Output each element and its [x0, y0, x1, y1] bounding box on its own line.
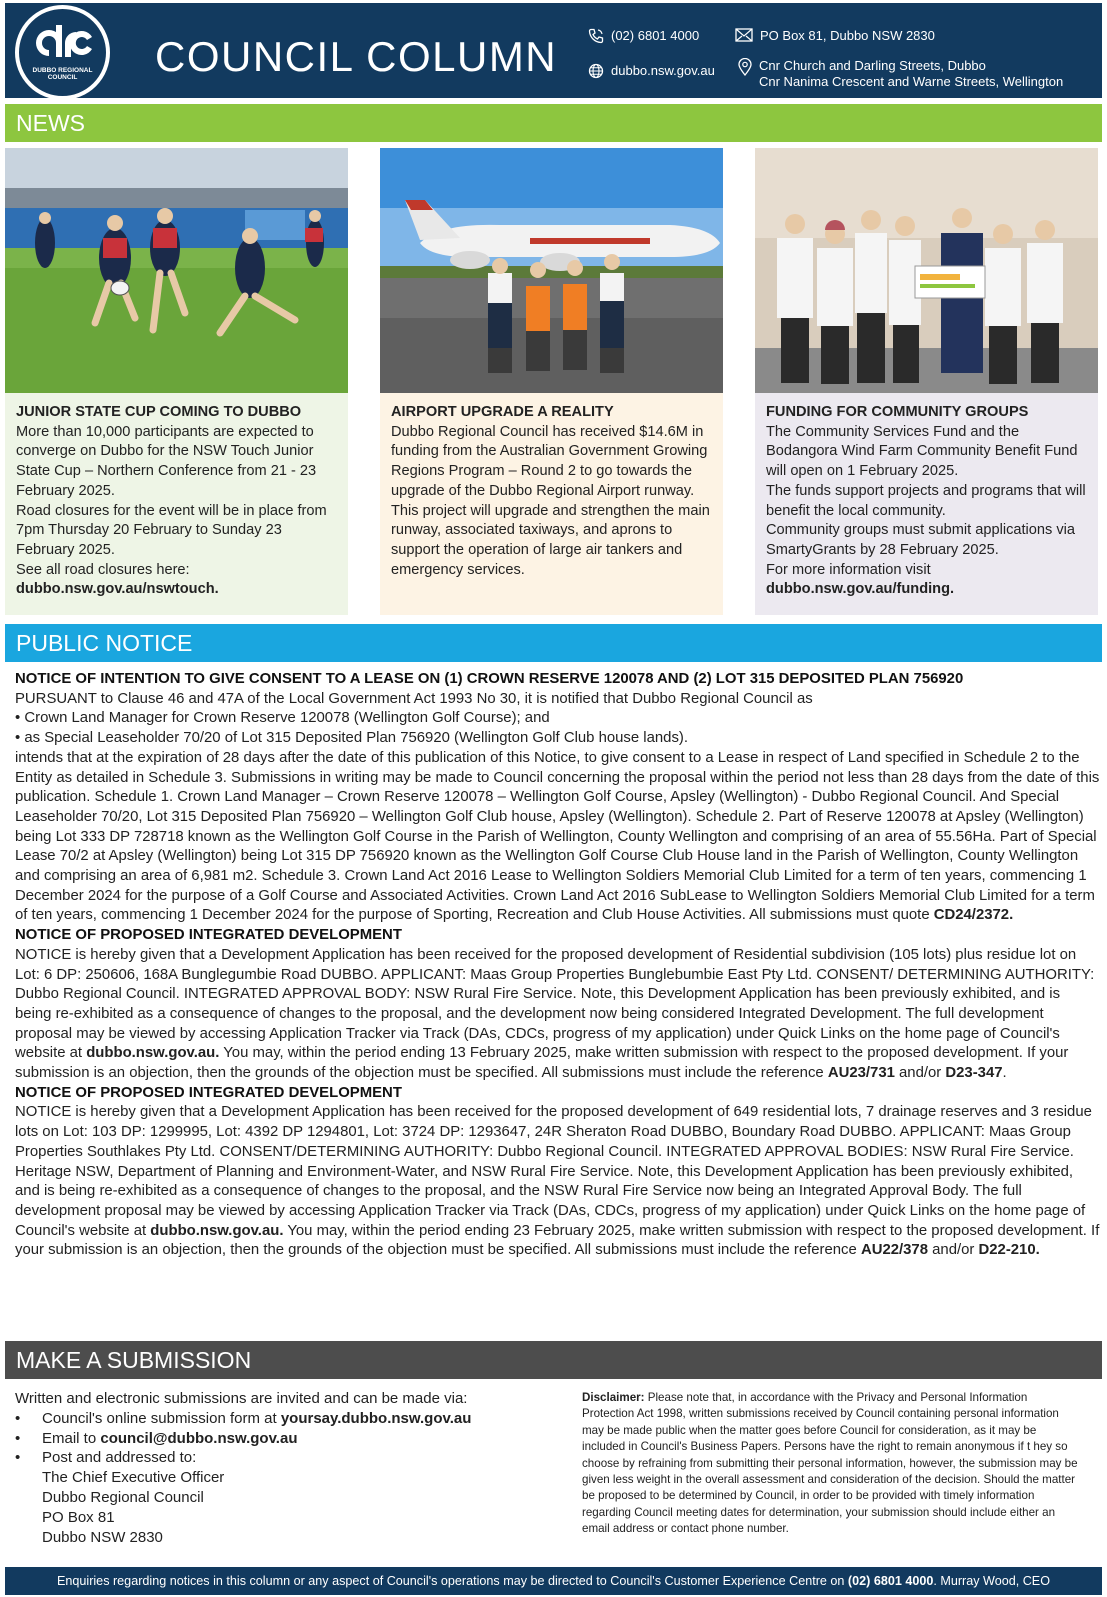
- notice-paragraph: PURSUANT to Clause 46 and 47A of the Local Government Act 1993 No 30, it is notified that Dubbo Regional Council as: [15, 690, 813, 707]
- council-website-link[interactable]: dubbo.nsw.gov.au.: [150, 1222, 284, 1239]
- news-title: AIRPORT UPGRADE A REALITY: [391, 404, 614, 420]
- news-title: FUNDING FOR COMMUNITY GROUPS: [766, 404, 1029, 420]
- reference-code: D22-210.: [978, 1242, 1040, 1259]
- news-paragraph: Dubbo Regional Council has received $14.6M in funding from the Australian Government Growing Regions Program – Round 2 to go towards the upgrade of the Dubbo Regional Airport runway.: [391, 423, 708, 499]
- news-paragraph: Community groups must submit applications via SmartyGrants by 28 February 2025.: [766, 522, 1076, 558]
- yoursay-link[interactable]: yoursay.dubbo.nsw.gov.au: [280, 1409, 472, 1427]
- news-paragraph: For more information visit dubbo.nsw.gov.au/funding.: [766, 561, 955, 598]
- list-item: • Post and addressed to:: [15, 1448, 555, 1468]
- envelope-icon: [735, 28, 753, 42]
- notice-paragraph: NOTICE is hereby given that a Development Application has been received for the proposed development of Residential subdivision (105 lots) plus residue lot on Lot: 6 DP: 250606, 168A Bunglegumbie Road DUBBO. APPLICANT: Maas Group Properties Bunglebumbie East Pty Ltd. CONSENT/ DETERMINING AUTHORITY: Dubbo Regional Council. INTEGRATED APPROVAL BODY: NSW Rural Fire Service. Note, this Development Application has been previously exhibited, and is being re-exhibited as a consequence of changes to the proposal, and the development now being considered Integrated Development. The full development proposal may be viewed by accessing Application Tracker via Track (DAs, CDCs, progress of my application) under Quick Links on the home page of Council's website at dubbo.nsw.gov.au. You may, within the period ending 13 February 2025, make written submission with respect to the proposed development. If your submission is an objection, then the grounds of the objection must be specified. All submissions must include the reference AU23/731 and/or D23-347.: [15, 946, 1095, 1082]
- news-paragraph: The Community Services Fund and the Bodangora Wind Farm Community Benefit Fund will open on 1 February 2025.: [766, 423, 1078, 480]
- news-text-community-funding: [755, 393, 1098, 615]
- reference-code: AU23/731: [827, 1065, 895, 1082]
- airport-photo: [380, 148, 723, 393]
- notice-title-development-2: NOTICE OF PROPOSED INTEGRATED DEVELOPMENT: [15, 1084, 402, 1101]
- list-item: • Email to council@dubbo.nsw.gov.au: [15, 1429, 555, 1449]
- reference-code: D23-347: [945, 1065, 1003, 1082]
- council-logo[interactable]: [15, 5, 110, 100]
- header-banner: [5, 3, 1102, 98]
- funding-link[interactable]: dubbo.nsw.gov.au/funding.: [766, 581, 955, 598]
- phone-contact[interactable]: [588, 28, 699, 44]
- notice-bullet: • Crown Land Manager for Crown Reserve 120078 (Wellington Golf Course); and: [15, 710, 550, 727]
- postal-address: PO Box 81, Dubbo NSW 2830: [760, 28, 935, 43]
- news-item-community-funding: [755, 148, 1098, 615]
- footer-phone[interactable]: (02) 6801 4000: [847, 1574, 934, 1588]
- news-heading: NEWS: [5, 104, 1102, 142]
- website-contact[interactable]: [588, 63, 715, 79]
- news-item-junior-state-cup: [5, 148, 348, 615]
- council-email-link[interactable]: council@dubbo.nsw.gov.au: [100, 1429, 298, 1447]
- news-text-junior-state-cup: [5, 393, 348, 615]
- globe-icon: [588, 63, 604, 79]
- address-dubbo: Cnr Church and Darling Streets, Dubbo: [759, 58, 986, 73]
- postal-address-block: The Chief Executive Officer Dubbo Regional Council PO Box 81 Dubbo NSW 2830: [42, 1469, 225, 1546]
- news-title: JUNIOR STATE CUP COMING TO DUBBO: [16, 404, 302, 420]
- disclaimer-text: Please note that, in accordance with the Privacy and Personal Information Protection Act 1998, written submissions received by Council containing personal information may be made public when the matter goes before Council for consideration, as it may be included in Council's Business Papers. Persons have the right to remain anonymous if t hey so choose by refraining from submitting their personal information, however, the submission may be given less weight in the overall assessment and consideration of the decision. Should the matter be proposed to be determined by Council, in order to be provided with timely information regarding Council meeting dates for determination, your submission should include either an email address or contact phone number.: [582, 1391, 1078, 1536]
- notice-paragraph: intends that at the expiration of 28 days after the date of this publication of this Notice, to give consent to a Lease in respect of Land specified in Schedule 2 to the Entity as detailed in Schedule 3. Submissions in writing may be made to Council concerning the proposal within the period not less than 28 days from the date of this publication. Schedule 1. Crown Land Manager – Crown Reserve 120078 – Wellington Golf Course, Apsley (Wellington) - Dubbo Regional Council. And Special Leaseholder 70/20, Lot 315 Deposited Plan 756920 – Wellington Golf Club house, Apsley (Wellington). Schedule 2. Part of Reserve 120078 at Apsley (Wellington) being Lot 333 DP 728718 known as the Wellington Golf Course in the Parish of Wellington, County Wellington and comprising of an area of 55.56Ha. Part of Special Lease 70/2 at Apsley (Wellington) being Lot 315 DP 756920 known as the Wellington Golf Course Club House land in the Parish of Wellington, County Wellington and comprising an area of 6,981 m2. Schedule 3. Crown Land Act 2016 Lease to Wellington Soldiers Memorial Club Limited for a term of ten years, commencing 1 December 2024 for the purpose of a Golf Course and Associated Activities. Crown Land Act 2016 SubLease to Wellington Soldiers Memorial Club Limited for a term of ten years, commencing 1 December 2024 for the purpose of Sporting, Recreation and Club House Activities. All submissions must quote CD24/2372.: [15, 749, 1100, 924]
- news-paragraph: Road closures for the event will be in place from 7pm Thursday 20 February to Sunday 23 February 2025.: [16, 502, 327, 558]
- news-paragraph: See all road closures here: dubbo.nsw.gov.au/nswtouch.: [16, 561, 219, 598]
- submission-methods: [15, 1389, 555, 1547]
- phone-number: (02) 6801 4000: [611, 28, 700, 43]
- postal-contact: [735, 28, 935, 44]
- road-closures-link[interactable]: dubbo.nsw.gov.au/nswtouch.: [16, 581, 219, 598]
- notice-bullet: • as Special Leaseholder 70/20 of Lot 315 Deposited Plan 756920 (Wellington Golf Club house lands).: [15, 730, 688, 747]
- funding-group-photo: [755, 148, 1098, 393]
- page-title: COUNCIL COLUMN: [155, 33, 558, 80]
- news-paragraph: More than 10,000 participants are expected to converge on Dubbo for the NSW Touch Junior State Cup – Northern Conference from 21 - 23 February 2025.: [16, 423, 317, 499]
- address-wellington: Cnr Nanima Crescent and Warne Streets, Wellington: [759, 74, 1064, 89]
- news-paragraph: The funds support projects and programs that will benefit the local community.: [766, 482, 1086, 519]
- phone-icon: [588, 28, 604, 44]
- submission-intro: Written and electronic submissions are invited and can be made via:: [15, 1390, 468, 1407]
- list-item: • Council's online submission form at yoursay.dubbo.nsw.gov.au: [15, 1409, 555, 1429]
- news-paragraph: This project will upgrade and strengthen the main runway, associated taxiways, and aprons to support the operation of large air tankers and emergency services.: [391, 502, 710, 578]
- public-notice-body: [15, 670, 1100, 1261]
- drc-logo-icon: [32, 23, 94, 63]
- make-submission-heading: MAKE A SUBMISSION: [5, 1341, 1102, 1379]
- privacy-disclaimer: [582, 1390, 1082, 1538]
- reference-code: CD24/2372.: [933, 907, 1014, 924]
- council-website-link[interactable]: dubbo.nsw.gov.au.: [86, 1045, 220, 1062]
- logo-wordmark: DUBBO REGIONAL COUNCIL: [32, 67, 93, 81]
- notice-title-lease: NOTICE OF INTENTION TO GIVE CONSENT TO A LEASE ON (1) CROWN RESERVE 120078 AND (2) LOT 315 DEPOSITED PLAN 756920: [15, 671, 964, 687]
- disclaimer-label: Disclaimer:: [582, 1391, 645, 1404]
- public-notice-heading: PUBLIC NOTICE: [5, 624, 1102, 662]
- notice-title-development-1: NOTICE OF PROPOSED INTEGRATED DEVELOPMENT: [15, 927, 402, 944]
- street-address: [738, 58, 1063, 90]
- submission-list: [15, 1409, 555, 1468]
- news-text-airport-upgrade: [380, 393, 723, 615]
- touch-football-photo: [5, 148, 348, 393]
- reference-code: AU22/378: [860, 1242, 928, 1259]
- footer-enquiries: Enquiries regarding notices in this column or any aspect of Council's operations may be directed to Council's Customer Experience Centre on (02) 6801 4000. Murray Wood, CEO: [5, 1567, 1102, 1595]
- notice-paragraph: NOTICE is hereby given that a Development Application has been received for the proposed development of 649 residential lots, 7 drainage reserves and 3 residue lots on Lot: 103 DP: 1299995, Lot: 4392 DP 1294801, Lot: 3724 DP: 1293647, 24R Sheraton Road DUBBO, Boundary Road DUBBO. APPLICANT: Maas Group Properties Southlakes Pty Ltd. CONSENT/DETERMINING AUTHORITY: Dubbo Regional Council. INTEGRATED APPROVAL BODIES: NSW Rural Fire Service. Heritage NSW, Department of Planning and Environment-Water, and NSW Rural Fire Service. Note, this Development Application has been previously exhibited, and is being re-exhibited as a consequence of changes to the proposal, and the NSW Rural Fire Service now being an Integrated Approval Body. The full development proposal may be viewed by accessing Application Tracker via Track (DAs, CDCs, progress of my application) under Quick Links on the home page of Council's website at dubbo.nsw.gov.au. You may, within the period ending 23 February 2025, make written submission with respect to the proposed development. If your submission is an objection, then the grounds of the objection must be specified. All submissions must include the reference AU22/378 and/or D22-210.: [15, 1104, 1100, 1259]
- location-pin-icon: [738, 58, 752, 76]
- website-link: dubbo.nsw.gov.au: [611, 63, 715, 78]
- news-item-airport-upgrade: [380, 148, 723, 615]
